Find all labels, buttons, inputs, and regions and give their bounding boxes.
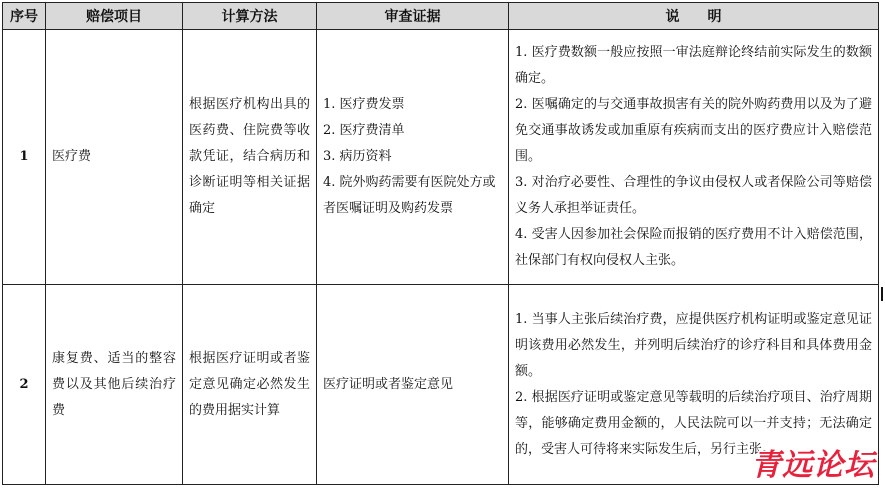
- row-seq: 2: [3, 285, 46, 485]
- desc-line: 4. 受害人因参加社会保险而报销的医疗费用不计入赔偿范围，社保部门有权向侵权人主张。: [515, 227, 872, 268]
- evidence-line: 4. 院外购药需要有医院处方或者医嘱证明及购药发票: [323, 175, 496, 216]
- desc-line: 1. 当事人主张后续治疗费，应提供医疗机构证明或鉴定意见证明该费用必然发生，并列明后续治疗的诊疗科目和具体费用金额。: [515, 311, 872, 379]
- evidence-line: 1. 医疗费发票: [323, 97, 405, 112]
- header-desc: 说 明: [509, 3, 879, 30]
- row-method: 根据医疗机构出具的医药费、住院费等收款凭证，结合病历和诊断证明等相关证据确定: [183, 30, 317, 285]
- desc-line: 1. 医疗费数额一般应按照一审法庭辩论终结前实际发生的数额确定。: [515, 45, 872, 86]
- row-seq: 1: [3, 30, 46, 285]
- row-method: 根据医疗证明或者鉴定意见确定必然发生的费用据实计算: [183, 285, 317, 485]
- desc-line: 3. 对治疗必要性、合理性的争议由侵权人或者保险公司等赔偿义务人承担举证责任。: [515, 175, 872, 216]
- row-item: 医疗费: [46, 30, 183, 285]
- compensation-table: [2, 2, 879, 485]
- row-desc: [509, 30, 879, 285]
- table-row: [3, 285, 879, 485]
- header-seq: 序号: [3, 3, 46, 30]
- row-evidence: [317, 285, 509, 485]
- table-header-row: [3, 3, 879, 30]
- desc-line: 2. 医嘱确定的与交通事故损害有关的院外购药费用以及为了避免交通事故诱发或加重原有疾病而支出的医疗费应计入赔偿范围。: [515, 97, 872, 164]
- header-item: 赔偿项目: [46, 3, 183, 30]
- row-item: 康复费、适当的整容费以及其他后续治疗费: [46, 285, 183, 485]
- evidence-line: 2. 医疗费清单: [323, 123, 405, 138]
- header-method: 计算方法: [183, 3, 317, 30]
- edge-mark: [881, 287, 883, 301]
- table-row: [3, 30, 879, 285]
- row-evidence: [317, 30, 509, 285]
- evidence-line: 3. 病历资料: [323, 149, 392, 164]
- watermark-logo: 青远论坛: [751, 448, 875, 483]
- desc-line: 2. 根据医疗证明或鉴定意见等载明的后续治疗项目、治疗周期等，能够确定费用金额的，人民法院可以一并支持；无法确定的，受害人可待将来实际发生后，另行主张。: [515, 389, 872, 457]
- evidence-line: 医疗证明或者鉴定意见: [323, 376, 454, 392]
- header-evidence: 审查证据: [317, 3, 509, 30]
